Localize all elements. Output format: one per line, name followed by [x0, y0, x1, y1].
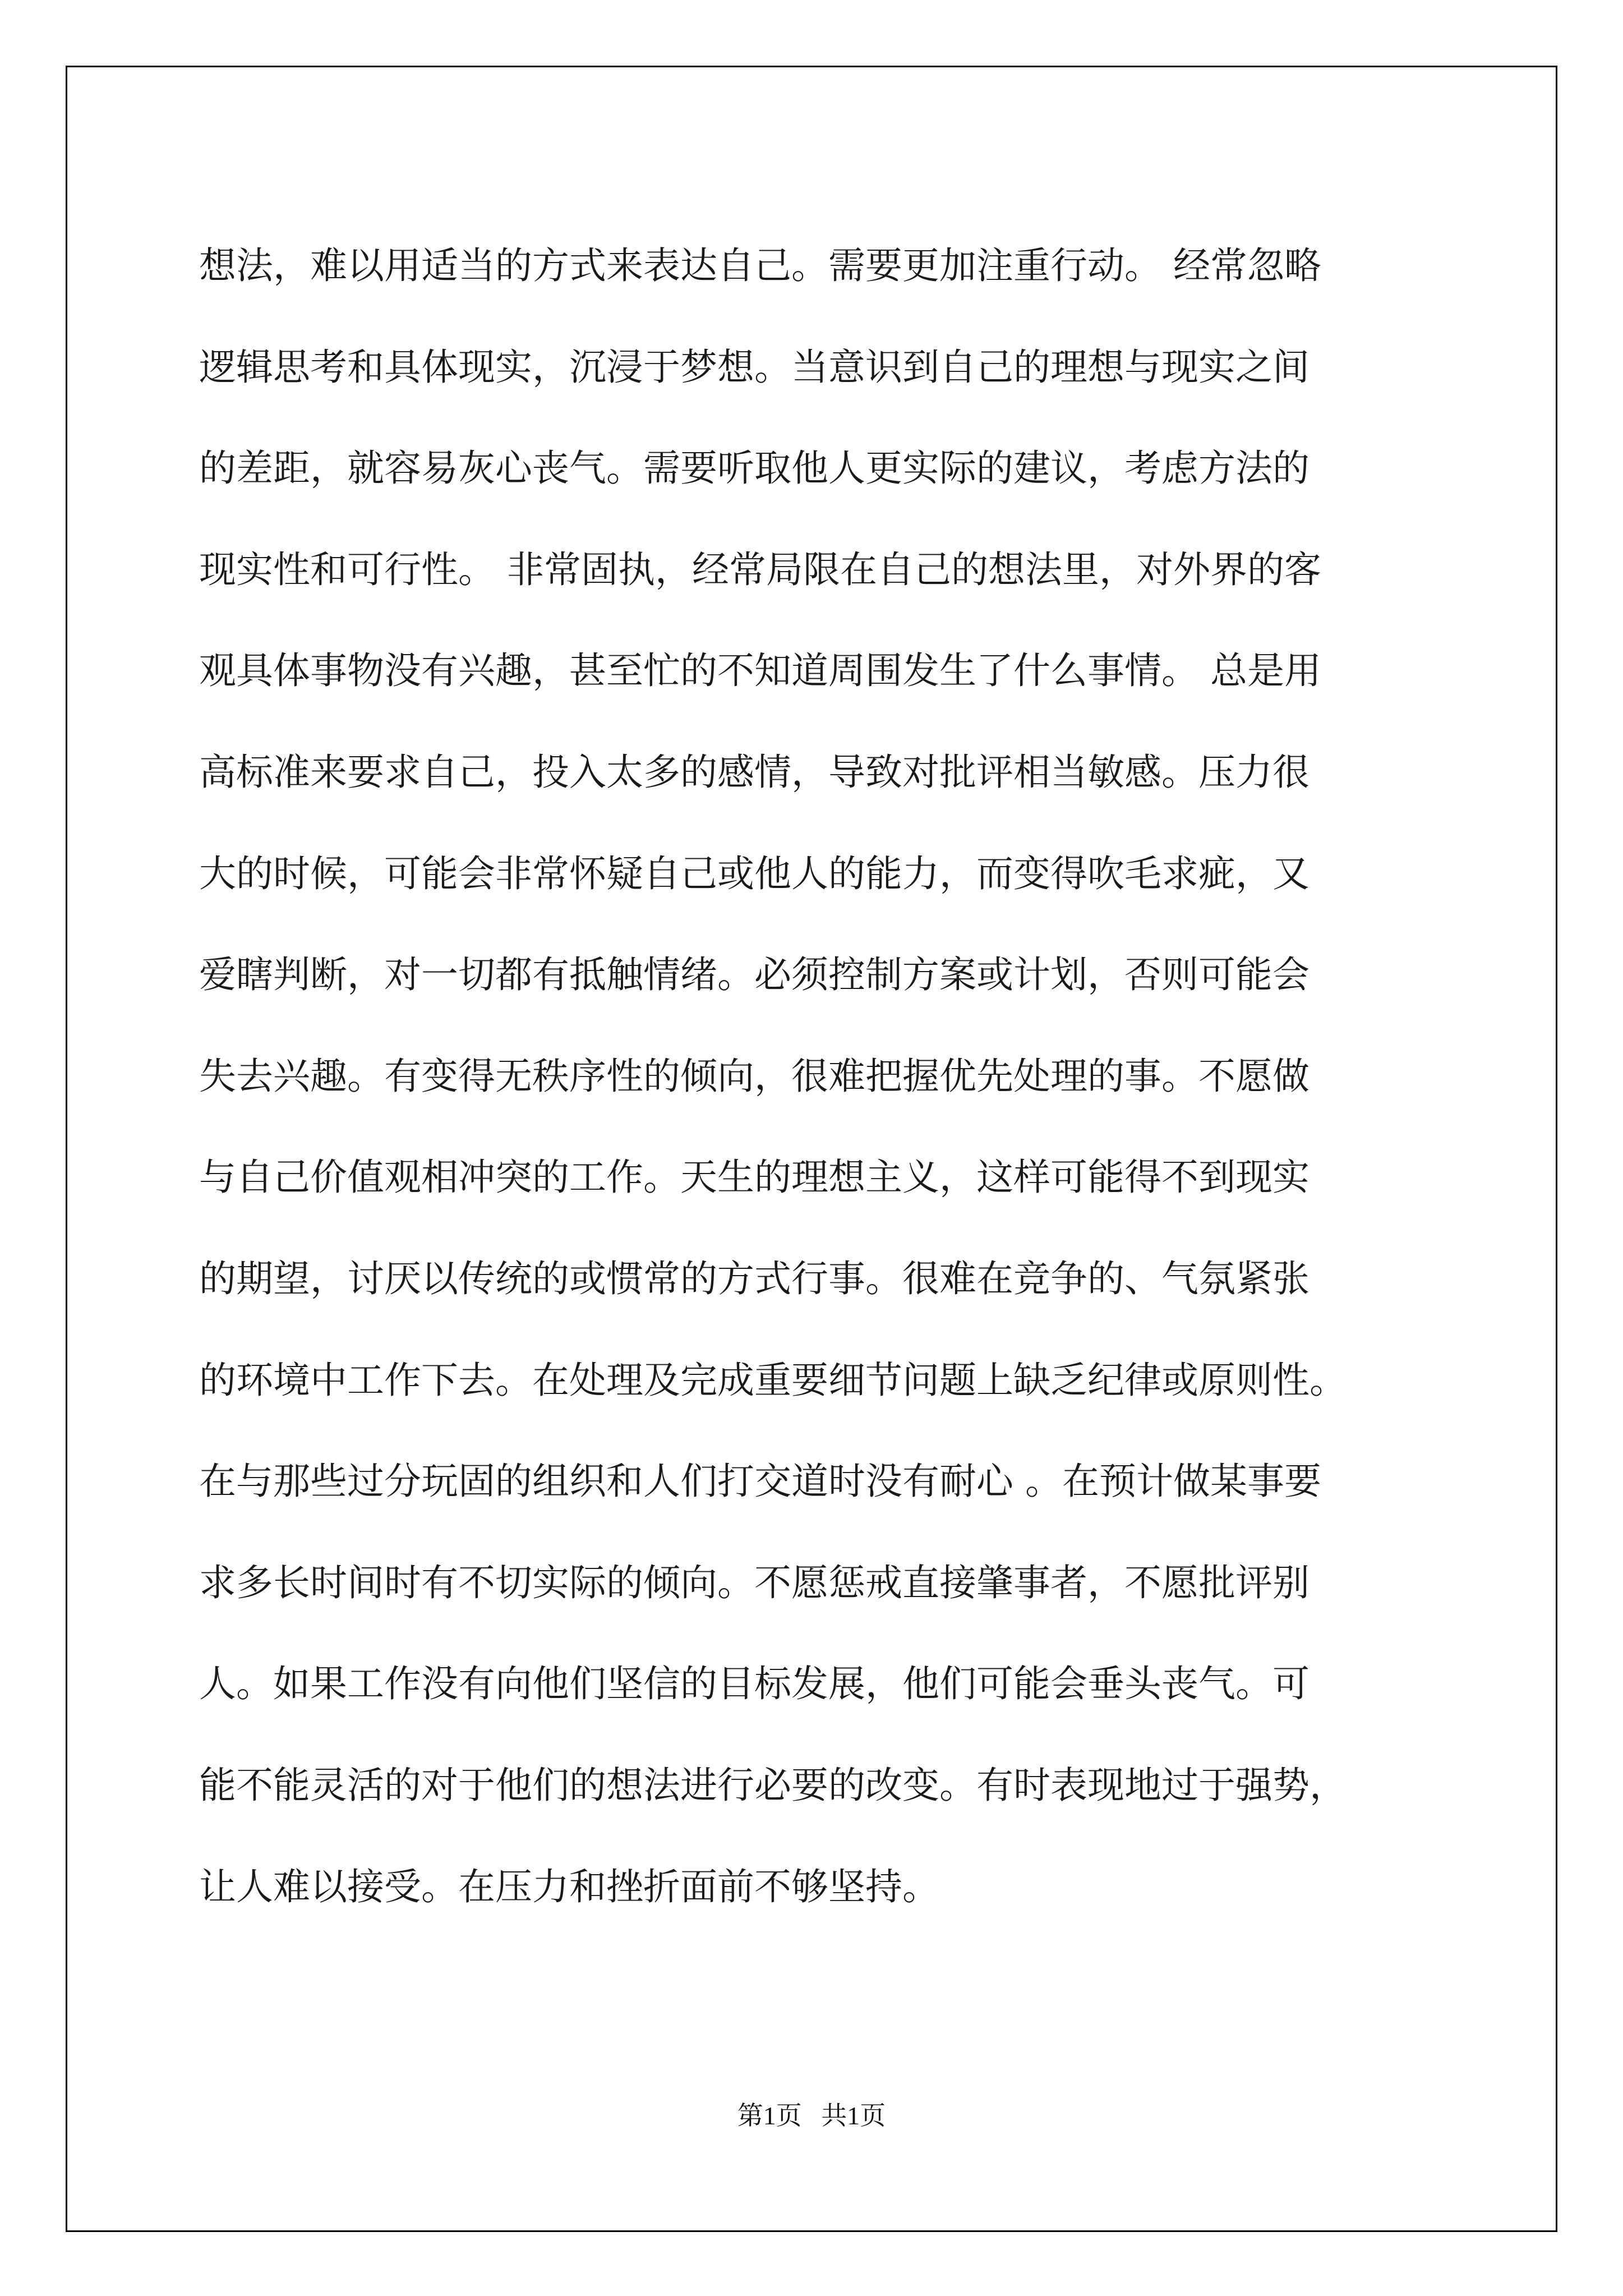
paragraph-line: 想法，难以用适当的方式来表达自己。需要更加注重行动。 经常忽略 — [199, 244, 1321, 287]
page-number-footer: 第1页 共1页 — [737, 2101, 886, 2130]
paragraph-line: 的环境中工作下去。在处理及完成重要细节问题上缺乏纪律或原则性。 — [199, 1358, 1347, 1402]
paragraph-line: 逻辑思考和具体现实，沉浸于梦想。当意识到自己的理想与现实之间 — [199, 345, 1310, 389]
paragraph-line: 失去兴趣。有变得无秩序性的倾向，很难把握优先处理的事。不愿做 — [199, 1054, 1310, 1098]
paragraph-line: 高标准来要求自己，投入太多的感情，导致对批评相当敏感。压力很 — [199, 750, 1310, 794]
paragraph-line: 爱瞎判断，对一切都有抵触情绪。必须控制方案或计划，否则可能会 — [199, 953, 1310, 997]
paragraph-line: 让人难以接受。在压力和挫折面前不够坚持。 — [199, 1865, 939, 1908]
paragraph-line: 人。如果工作没有向他们坚信的目标发展，他们可能会垂头丧气。可 — [199, 1662, 1310, 1706]
paragraph-line: 的差距，就容易灰心丧气。需要听取他人更实际的建议，考虑方法的 — [199, 447, 1310, 490]
paragraph-line: 与自己价值观相冲突的工作。天生的理想主义，这样可能得不到现实 — [199, 1156, 1310, 1199]
body-paragraph — [199, 215, 1438, 1938]
paragraph-line: 在与那些过分玩固的组织和人们打交道时没有耐心 。在预计做某事要 — [199, 1460, 1321, 1503]
paragraph-line: 能不能灵活的对于他们的想法进行必要的改变。有时表现地过于强势， — [199, 1763, 1347, 1807]
paragraph-line: 大的时候，可能会非常怀疑自己或他人的能力，而变得吹毛求疵，又 — [199, 852, 1310, 895]
paragraph-line: 求多长时间时有不切实际的倾向。不愿惩戒直接肇事者，不愿批评别 — [199, 1561, 1310, 1604]
paragraph-line: 观具体事物没有兴趣，甚至忙的不知道周围发生了什么事情。 总是用 — [199, 649, 1321, 693]
paragraph-line: 的期望，讨厌以传统的或惯常的方式行事。很难在竞争的、气氛紧张 — [199, 1257, 1310, 1300]
paragraph-line: 现实性和可行性。 非常固执，经常局限在自己的想法里，对外界的客 — [199, 547, 1321, 591]
